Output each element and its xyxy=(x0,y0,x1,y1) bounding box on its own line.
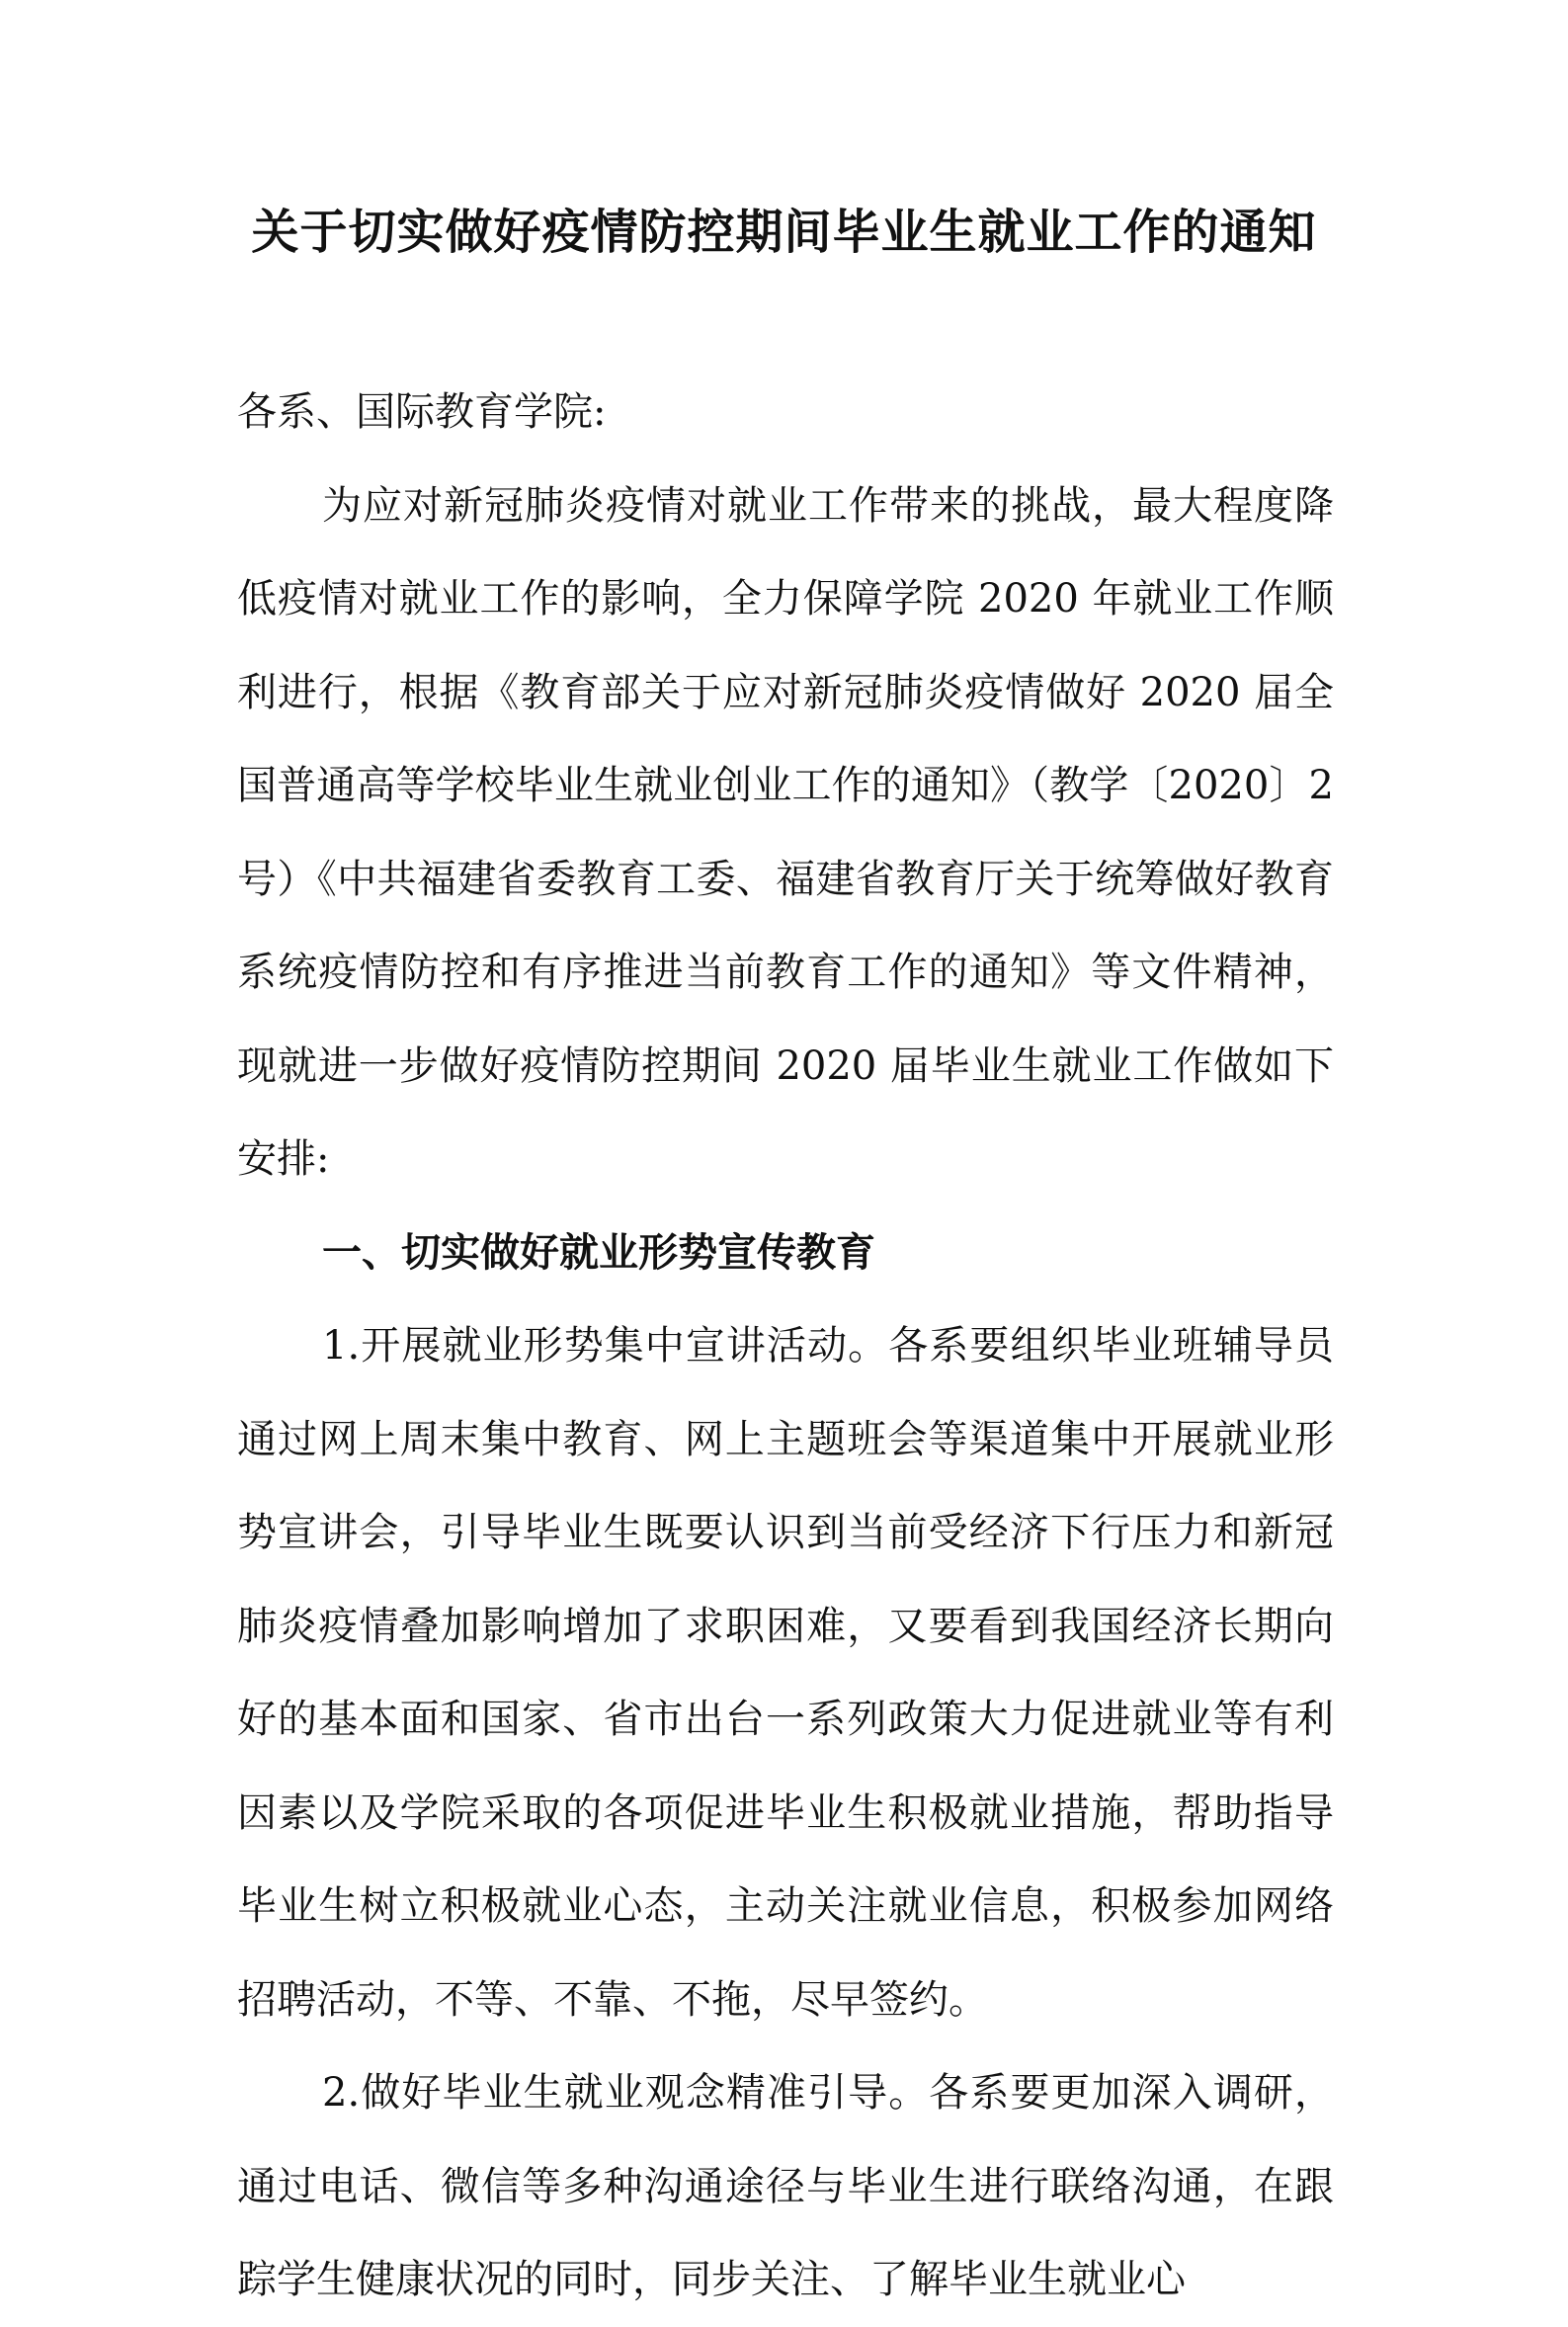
section-heading-1: 一、切实做好就业形势宣传教育 xyxy=(322,1229,875,1276)
document-title: 关于切实做好疫情防控期间毕业生就业工作的通知 xyxy=(251,205,1317,260)
document-body xyxy=(237,366,1334,2327)
item-1-paragraph: 1.开展就业形势集中宣讲活动。各系要组织毕业班辅导员通过网上周末集中教育、网上主题班会等渠道集中开展就业形势宣讲会，引导毕业生既要认识到当前受经济下行压力和新冠肺炎疫情叠加影响增加了求职困难，又要看到我国经济长期向好的基本面和国家、省市出台一系列政策大力促进就业等有利因素以及学院采取的各项促进毕业生积极就业措施，帮助指导毕业生树立积极就业心态，主动关注就业信息，积极参加网络招聘活动，不等、不靠、不拖，尽早签约。 xyxy=(237,1323,1334,2023)
item-2-paragraph: 2.做好毕业生就业观念精准引导。各系要更加深入调研，通过电话、微信等多种沟通途径与毕业生进行联络沟通，在跟踪学生健康状况的同时，同步关注、了解毕业生就业心 xyxy=(237,2070,1334,2302)
salutation: 各系、国际教育学院: xyxy=(237,389,607,435)
intro-paragraph: 为应对新冠肺炎疫情对就业工作带来的挑战，最大程度降低疫情对就业工作的影响，全力保障学院 2020 年就业工作顺利进行，根据《教育部关于应对新冠肺炎疫情做好 2020 届全国普通高等学校毕业生就业创业工作的通知》（教学〔2020〕2 号）《中共福建省委教育工委、福建省教育厅关于统筹做好教育系统疫情防控和有序推进当前教育工作的通知》等文件精神，现就进一步做好疫情防控期间 2020 届毕业生就业工作做如下安排: xyxy=(237,482,1334,1182)
